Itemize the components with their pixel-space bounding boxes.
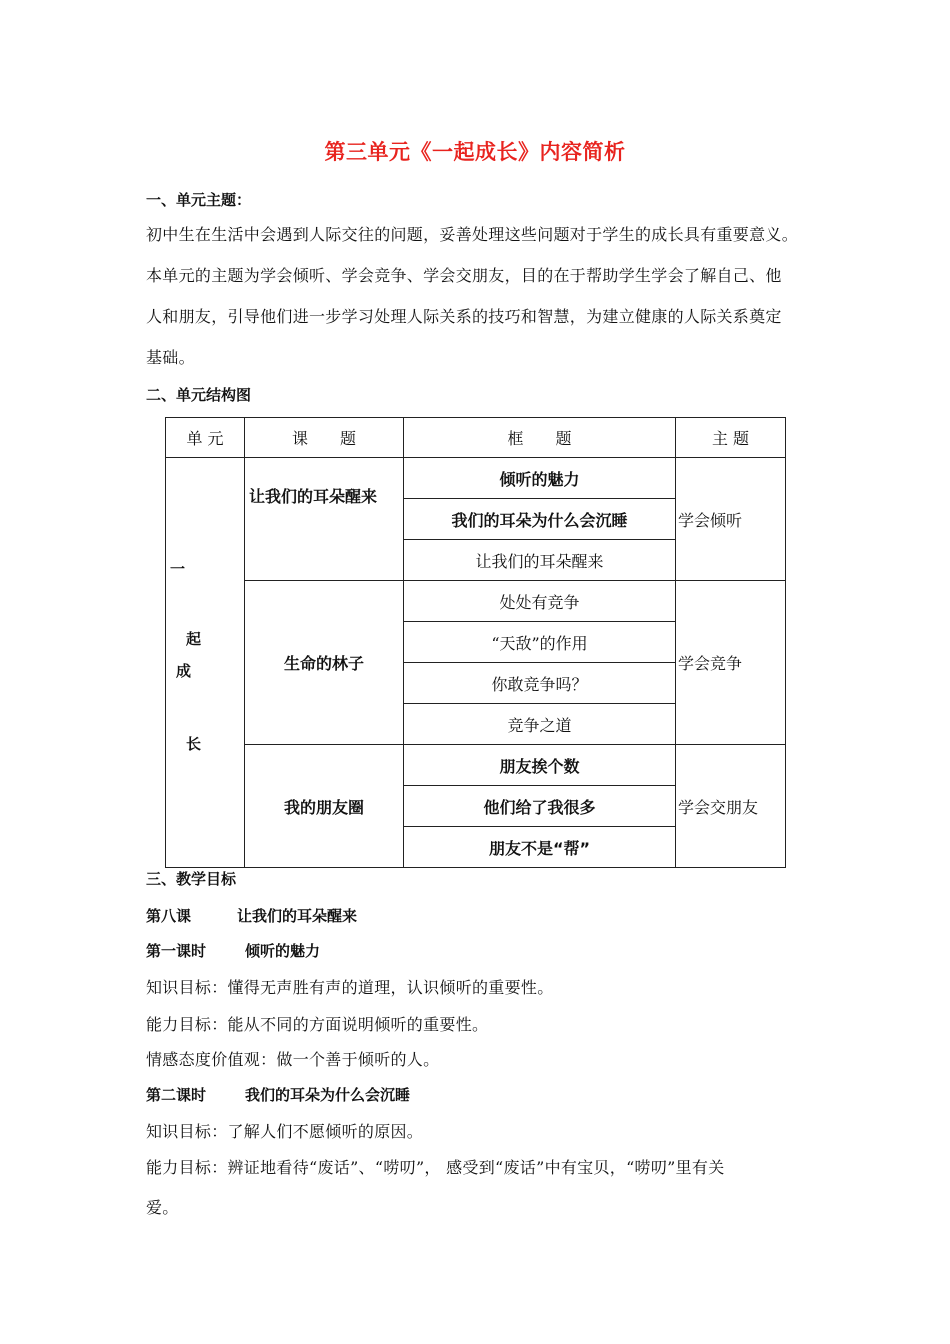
objective-line: 能力目标：辨证地看待“废话”、“唠叨”， 感受到“废话”中有宝贝，“唠叨”里有关	[146, 1158, 725, 1177]
lesson-title: 让我们的耳朵醒来	[245, 458, 404, 581]
unit-char: 成	[176, 662, 192, 680]
objective-line: 能力目标：能从不同的方面说明倾听的重要性。	[146, 1015, 489, 1034]
frame-title: 你敢竞争吗？	[404, 663, 676, 704]
table-header-row	[166, 418, 786, 458]
theme-cell: 学会交朋友	[676, 745, 786, 868]
paragraph-line: 初中生在生活中会遇到人际交往的问题，妥善处理这些问题对于学生的成长具有重要意义。	[146, 225, 799, 244]
frame-title: “天敌”的作用	[404, 622, 676, 663]
paragraph-line: 人和朋友，引导他们进一步学习处理人际关系的技巧和智慧，为建立健康的人际关系奠定	[146, 307, 782, 326]
period-1-title: 倾听的魅力	[245, 942, 321, 960]
header-theme: 主 题	[676, 418, 786, 458]
table-row	[166, 745, 786, 786]
frame-title: 竞争之道	[404, 704, 676, 745]
period-2-label: 第二课时	[146, 1086, 207, 1104]
frame-title: 让我们的耳朵醒来	[404, 540, 676, 581]
objective-line: 情感态度价值观：做一个善于倾听的人。	[146, 1050, 440, 1069]
paragraph-line: 本单元的主题为学会倾听、学会竞争、学会交朋友，目的在于帮助学生学会了解自己、他	[146, 266, 782, 285]
section-3-heading: 三、教学目标	[146, 870, 237, 888]
unit-char: 长	[186, 735, 202, 753]
document-title: 第三单元《一起成长》内容简析	[324, 140, 626, 164]
section-2-heading: 二、单元结构图	[146, 386, 252, 404]
frame-title: 他们给了我很多	[404, 786, 676, 827]
header-frame: 框 题	[404, 418, 676, 458]
theme-cell: 学会倾听	[676, 458, 786, 581]
unit-name-cell	[166, 458, 245, 868]
header-unit: 单 元	[166, 418, 245, 458]
frame-title: 朋友挨个数	[404, 745, 676, 786]
header-lesson: 课 题	[245, 418, 404, 458]
frame-title: 我们的耳朵为什么会沉睡	[404, 499, 676, 540]
objective-line: 爱。	[146, 1198, 179, 1217]
objective-line: 知识目标：了解人们不愿倾听的原因。	[146, 1122, 424, 1141]
unit-structure-table	[165, 417, 786, 868]
period-2-title: 我们的耳朵为什么会沉睡	[245, 1086, 411, 1104]
theme-cell: 学会竞争	[676, 581, 786, 745]
table-row	[166, 581, 786, 622]
frame-title: 倾听的魅力	[404, 458, 676, 499]
table-row	[166, 458, 786, 499]
lesson-title: 我的朋友圈	[245, 745, 404, 868]
lesson-8-title: 让我们的耳朵醒来	[237, 907, 358, 925]
frame-title: 处处有竞争	[404, 581, 676, 622]
lesson-8-label: 第八课	[146, 907, 192, 925]
paragraph-line: 基础。	[146, 348, 195, 367]
lesson-title: 生命的林子	[245, 581, 404, 745]
unit-char: 起	[186, 630, 202, 648]
frame-title: 朋友不是“帮”	[404, 827, 676, 868]
section-1-heading: 一、单元主题：	[146, 191, 252, 209]
period-1-label: 第一课时	[146, 942, 207, 960]
objective-line: 知识目标：懂得无声胜有声的道理，认识倾听的重要性。	[146, 978, 554, 997]
unit-char: 一	[170, 560, 186, 578]
